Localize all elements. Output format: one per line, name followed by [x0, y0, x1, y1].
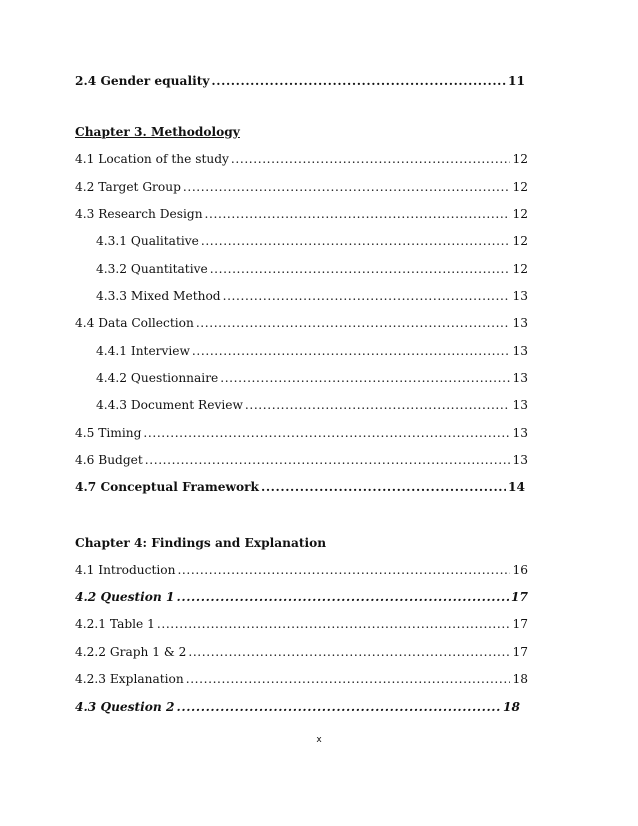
toc-dot-leader — [157, 614, 511, 634]
toc-dot-leader — [210, 259, 511, 279]
toc-dot-leader — [177, 697, 502, 717]
page-number: x — [316, 735, 322, 745]
toc-entry-title: 4.3.3 Mixed Method — [96, 289, 221, 303]
toc-entry-page: 12 — [512, 207, 528, 221]
toc-entry-title: 4.3 Question 2 — [75, 700, 175, 714]
toc-entry-title: 4.2.3 Explanation — [75, 672, 184, 686]
toc-entry-page: 12 — [512, 180, 528, 194]
toc-dot-leader — [220, 368, 510, 388]
toc-entry-explanation — [75, 669, 528, 689]
toc-entry-title: 4.4.1 Interview — [96, 344, 190, 358]
toc-dot-leader — [201, 231, 511, 251]
toc-entry-title: 4.1 Introduction — [75, 563, 176, 577]
toc-dot-leader — [177, 560, 510, 580]
toc-entry-mixed-method — [96, 286, 528, 306]
toc-entry-title: 4.2 Question 1 — [75, 590, 175, 604]
toc-entry-questionnaire — [96, 368, 528, 388]
toc-entry-title: 4.1 Location of the study — [75, 152, 229, 166]
toc-entry-graph — [75, 642, 528, 662]
toc-entry-page: 17 — [512, 645, 528, 659]
toc-entry-introduction — [75, 560, 528, 580]
toc-entry-page: 18 — [512, 672, 528, 686]
toc-entry-page: 16 — [512, 563, 528, 577]
toc-entry-page: 11 — [508, 74, 525, 88]
toc-entry-page: 14 — [508, 480, 525, 494]
toc-entry-title: 4.3.2 Quantitative — [96, 262, 208, 276]
toc-entry-document-review — [96, 395, 528, 415]
toc-dot-leader — [205, 204, 511, 224]
toc-entry-page: 13 — [512, 426, 528, 440]
toc-entry-budget — [75, 450, 528, 470]
toc-entry-research-design — [75, 204, 528, 224]
toc-entry-title: 4.3 Research Design — [75, 207, 203, 221]
toc-dot-leader — [223, 286, 511, 306]
toc-entry-title: 2.4 Gender equality — [75, 74, 210, 88]
toc-entry-page: 12 — [512, 234, 528, 248]
toc-entry-title: 4.6 Budget — [75, 453, 143, 467]
toc-entry-question-2 — [75, 697, 520, 717]
toc-entry-interview — [96, 341, 528, 361]
toc-entry-gender-equality — [75, 71, 525, 91]
toc-dot-leader — [192, 341, 511, 361]
toc-entry-location — [75, 149, 528, 169]
toc-dot-leader — [245, 395, 511, 415]
toc-dot-leader — [196, 313, 511, 333]
toc-entry-page: 17 — [511, 590, 528, 604]
toc-entry-table-1 — [75, 614, 528, 634]
toc-entry-page: 13 — [512, 398, 528, 412]
toc-dot-leader — [186, 669, 511, 689]
toc-dot-leader — [188, 642, 510, 662]
toc-dot-leader — [183, 177, 511, 197]
toc-entry-page: 13 — [512, 344, 528, 358]
chapter-4-heading: Chapter 4: Findings and Explanation — [75, 536, 327, 550]
toc-entry-conceptual-framework — [75, 477, 525, 497]
toc-entry-page: 13 — [512, 316, 528, 330]
toc-entry-page: 12 — [512, 262, 528, 276]
toc-entry-title: 4.7 Conceptual Framework — [75, 480, 259, 494]
toc-dot-leader — [231, 149, 511, 169]
toc-entry-quantitative — [96, 259, 528, 279]
toc-entry-title: 4.4.2 Questionnaire — [96, 371, 219, 385]
toc-dot-leader — [211, 71, 506, 91]
toc-dot-leader — [145, 450, 511, 470]
toc-entry-page: 13 — [512, 453, 528, 467]
toc-dot-leader — [261, 477, 506, 497]
toc-entry-title: 4.4.3 Document Review — [96, 398, 243, 412]
chapter-3-heading: Chapter 3. Methodology — [75, 125, 240, 139]
toc-dot-leader — [177, 587, 510, 607]
toc-entry-question-1 — [75, 587, 528, 607]
toc-entry-qualitative — [96, 231, 528, 251]
toc-entry-page: 12 — [512, 152, 528, 166]
toc-entry-target-group — [75, 177, 528, 197]
toc-entry-title: 4.4 Data Collection — [75, 316, 194, 330]
toc-entry-page: 13 — [512, 289, 528, 303]
toc-entry-data-collection — [75, 313, 528, 333]
toc-entry-page: 13 — [512, 371, 528, 385]
toc-entry-title: 4.2.2 Graph 1 & 2 — [75, 645, 187, 659]
toc-entry-timing — [75, 423, 528, 443]
toc-entry-title: 4.5 Timing — [75, 426, 142, 440]
toc-dot-leader — [143, 423, 510, 443]
toc-entry-page: 17 — [512, 617, 528, 631]
toc-entry-title: 4.3.1 Qualitative — [96, 234, 199, 248]
toc-entry-page: 18 — [503, 700, 520, 714]
toc-entry-title: 4.2 Target Group — [75, 180, 181, 194]
toc-entry-title: 4.2.1 Table 1 — [75, 617, 155, 631]
